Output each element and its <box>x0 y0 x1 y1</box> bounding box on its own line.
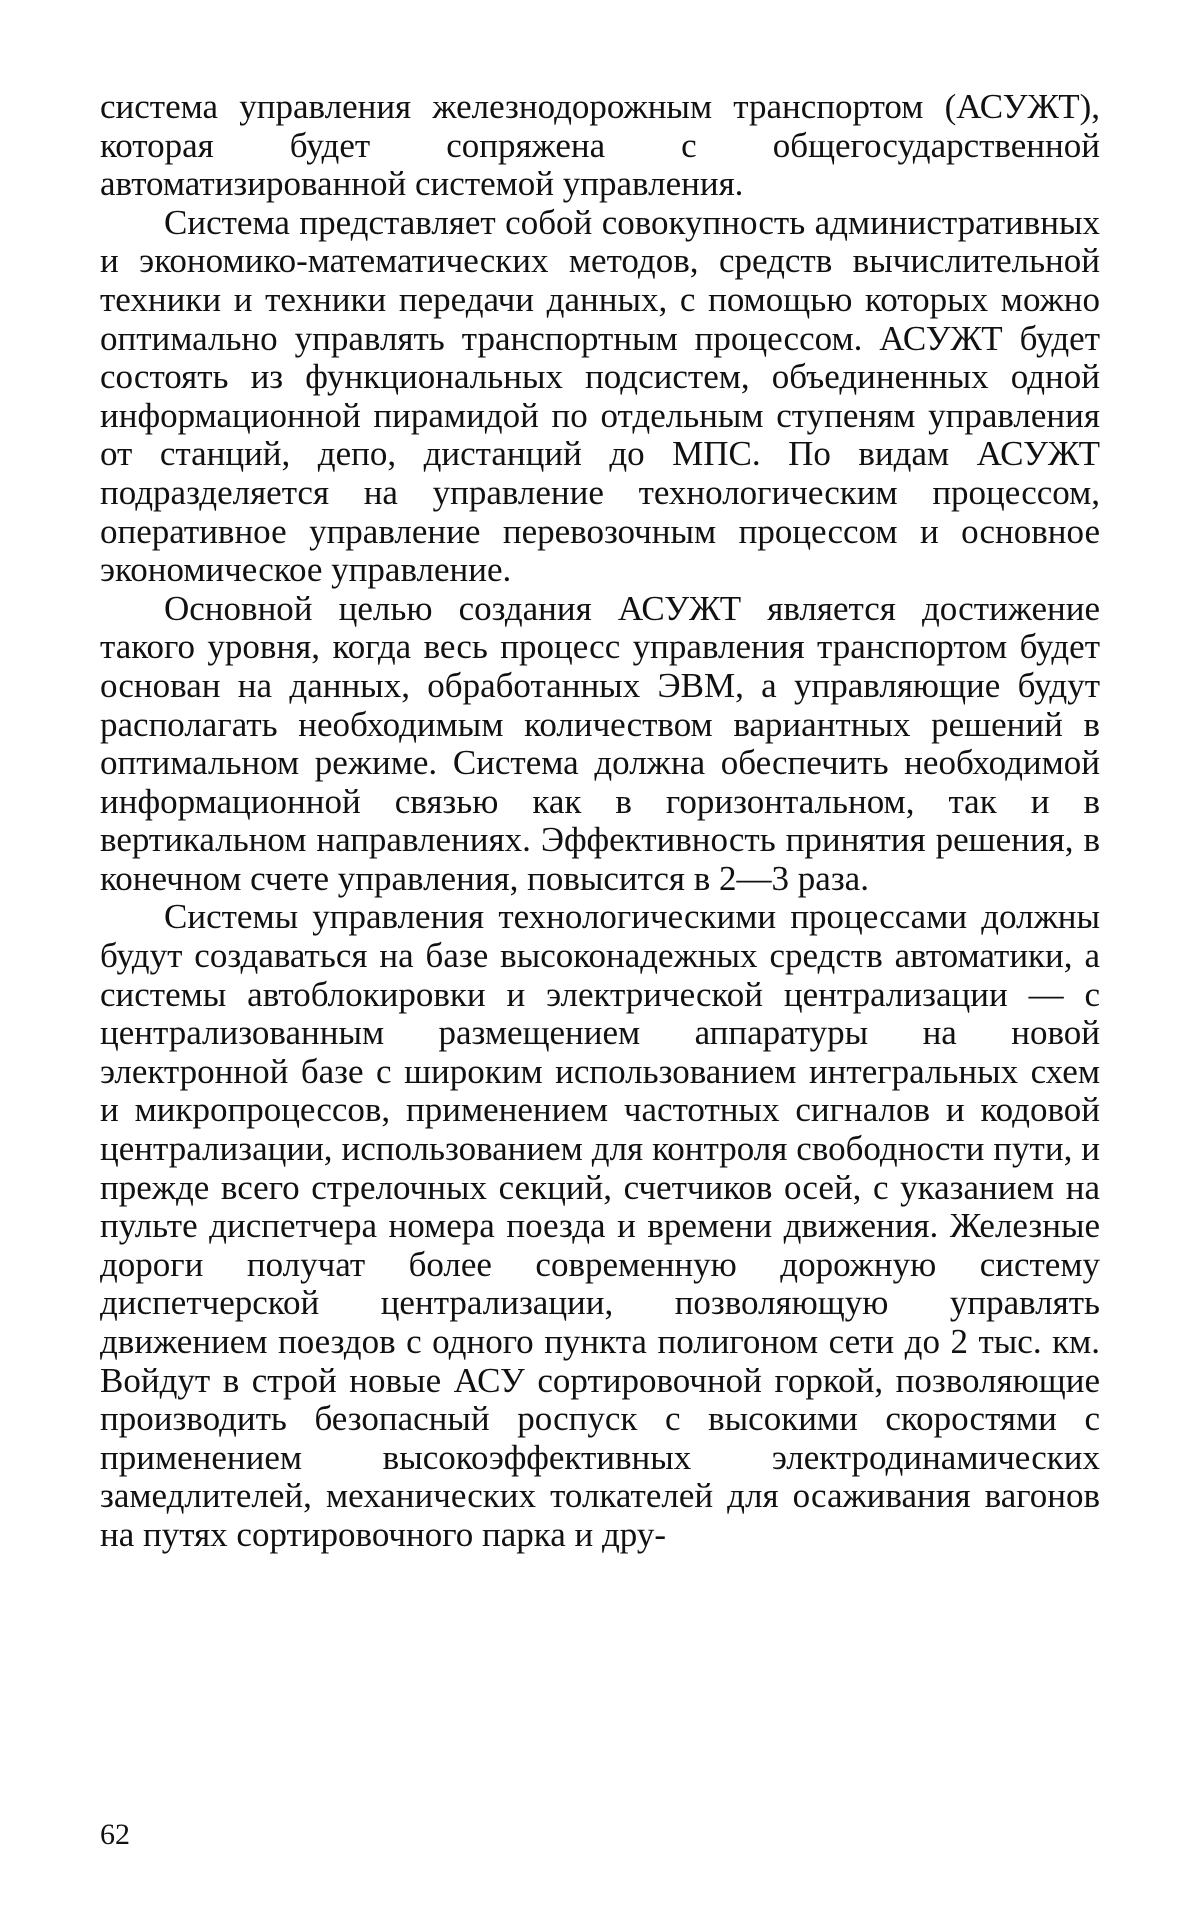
body-text <box>100 88 1100 1555</box>
paragraph-system-definition: Система представляет собой совокупность административных и экономико-математических методов, средств вычислительной техники и техники передачи данных, с помощью которых можно оптимально управлять транспортным процессом. АСУЖТ будет состоять из функциональных подсистем, объединенных одной информационной пирамидой по отдельным ступеням управления от станций, депо, дистанций до МПС. По видам АСУЖТ подразделяется на управление технологическим процессом, оперативное управление перевозочным процессом и основное экономическое управление. <box>100 202 1100 590</box>
paragraph-main-goal: Основной целью создания АСУЖТ является достижение такого уровня, когда весь процесс управления транспортом будет основан на данных, обработанных ЭВМ, а управляющие будут располагать необходимым количеством вариантных решений в оптимальном режиме. Система должна обеспечить необходимой информационной связью как в горизонтальном, так и в вертикальном направлениях. Эффективность принятия решения, в конечном счете управления, повысится в 2—3 раза. <box>100 588 1100 898</box>
paragraph-control-systems: Системы управления технологическими процессами должны будут создаваться на базе высоконадежных средств автоматики, а системы автоблокировки и электрической централизации — с централизованным размещением аппаратуры на новой электронной базе с широким использованием интегральных схем и микропроцессов, применением частотных сигналов и кодовой централизации, использованием для контроля свободности пути, и прежде всего стрелочных секций, счетчиков осей, с указанием на пульте диспетчера номера поезда и времени движения. Железные дороги получат более современную дорожную систему диспетчерской централизации, позволяющую управлять движением поездов с одного пункта полигоном сети до 2 тыс. км. Войдут в строй новые АСУ сортировочной горкой, позволяющие производить безопасный роспуск с высокими скоростями с применением высокоэффективных электродинамических замедлителей, механических толкателей для осаживания вагонов на путях сортировочного парка и дру- <box>100 897 1100 1554</box>
paragraph-continuation: система управления железнодорожным транспортом (АСУЖТ), которая будет сопряжена с общегосударственной автоматизированной системой управления. <box>100 87 1100 204</box>
page-number: 62 <box>100 1818 130 1851</box>
